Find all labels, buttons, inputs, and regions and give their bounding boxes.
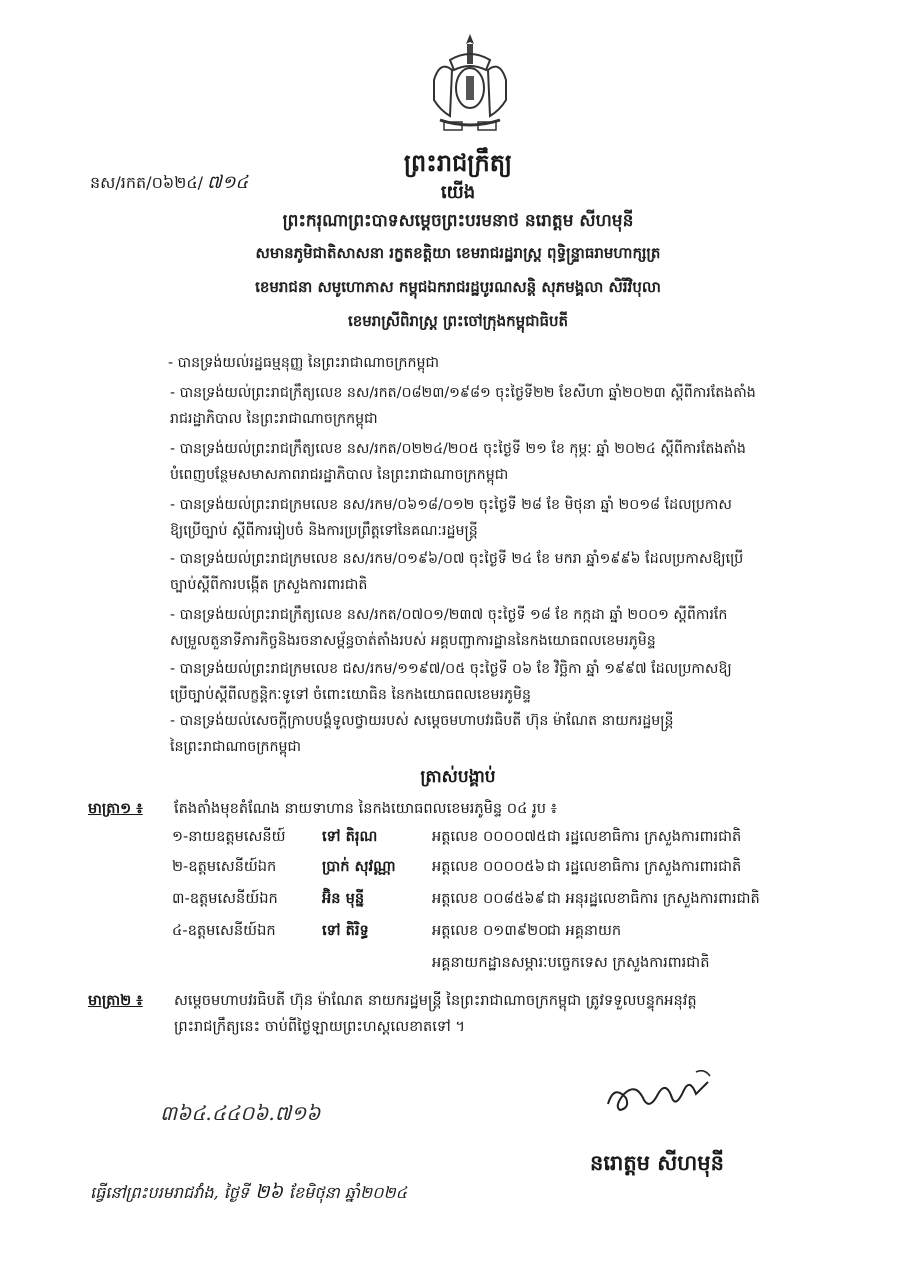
decree-subtitle: យើង (440, 182, 476, 203)
appointee-position: ជា អគ្គនាយក (547, 922, 622, 939)
king-title-line: ខេមរាជនា សមូហោភាស កម្ពុជឯករាជរដ្ឋបូរណសន្តិ សុភមង្គលា សិរីវិបុលា (255, 278, 661, 296)
king-title-line: ព្រះករុណាព្រះបាទសម្តេចព្រះបរមនាថ នរោត្តម សីហមុនី (282, 211, 634, 231)
king-title-line: សមានភូមិជាតិសាសនា រក្ខតខត្តិយា ខេមរាជរដ្ឋរាស្ត្រ ពុទ្ធិន្ទ្រាធរាមហាក្សត្រ (255, 244, 661, 262)
handwritten-registration-number: ៣៦៤.៤៤០៦.៧១៦ (160, 1101, 321, 1125)
visa-line: បំពេញបន្ថែមសមាសភាពរាជរដ្ឋាភិបាល នៃព្រះរាជាណាចក្រកម្ពុជា (170, 467, 509, 483)
royal-signature-icon (600, 1064, 720, 1124)
appointee-id: អត្តលេខ ០១៣៩២០ (432, 922, 549, 939)
appointee-rank: ៤-ឧត្តមសេនីយ៍ឯក (172, 922, 276, 939)
appointee-position: ជា រដ្ឋលេខាធិការ ក្រសួងការពារជាតិ (547, 858, 742, 875)
decree-title: ព្រះរាជក្រឹត្យ (403, 149, 513, 177)
visa-line: - បានទ្រង់យល់រដ្ឋធម្មនុញ្ញ នៃព្រះរាជាណាចក្រកម្ពុជា (168, 355, 440, 371)
visa-line: - បានទ្រង់យល់ព្រះរាជក្រឹត្យលេខ នស/រកត/០៧០១/២៣៧ ចុះថ្ងៃទី ១៨ ខែ កក្កដា ឆ្នាំ ២០០១ ស្តីពីការកែ (170, 607, 728, 623)
appointee-id: អត្តលេខ ០០០០៧៥ (432, 828, 547, 845)
ref-handwritten: ៧១៤ (207, 172, 249, 193)
date-day: ២៦ (255, 1181, 283, 1203)
appointee-name: ទៅ តិរុណ (322, 828, 378, 845)
article-2-line2: ព្រះរាជក្រឹត្យនេះ ចាប់ពីថ្ងៃឡាយព្រះហស្តលេខាតទៅ ។ (174, 1018, 466, 1035)
visa-line: - បានទ្រង់យល់ព្រះរាជក្រមលេខ នស/រកម/០១៩៦/០៧ ចុះថ្ងៃទី ២៤ ខែ មករា ឆ្នាំ១៩៩៦ ដែលប្រកាសឱ្យប្រើ (170, 551, 744, 567)
signer-name: នរោត្តម សីហមុនី (590, 1151, 724, 1175)
appointee-id: អត្តលេខ ០០០០៥៦ (432, 858, 545, 875)
visa-item (168, 492, 888, 544)
visa-line: សម្រួលតួនាទីភារកិច្ចនិងរចនាសម្ព័ន្ធចាត់តាំងរបស់ អគ្គបញ្ជាការដ្ឋាននៃកងយោធពលខេមរភូមិន្ទ (170, 633, 656, 649)
visa-item (168, 350, 888, 376)
visa-item (168, 436, 888, 488)
visa-line: ច្បាប់ស្តីពីការបង្កើត ក្រសួងការពារជាតិ (170, 577, 368, 593)
visa-line: រាជរដ្ឋាភិបាល នៃព្រះរាជាណាចក្រកម្ពុជា (170, 411, 378, 427)
section-title: ត្រាស់បង្គាប់ (420, 767, 496, 787)
royal-coat-of-arms-icon (420, 30, 520, 136)
visa-line: - បានទ្រង់យល់ព្រះរាជក្រមលេខ ជស/រកម/១១៩៧/០៥ ចុះថ្ងៃទី ០៦ ខែ វិច្ឆិកា ឆ្នាំ ១៩៩៧ ដែលប្រកាសឱ្យ (170, 661, 732, 677)
appointee-name: អ៊ិន មុន្នី (322, 890, 365, 907)
appointee-rank: ៣-ឧត្តមសេនីយ៍ឯក (172, 890, 278, 907)
visa-item (168, 656, 888, 708)
article-2-label: មាត្រា២ ៖ (88, 992, 143, 1009)
appointee-rank: ២-ឧត្តមសេនីយ៍ឯក (172, 858, 277, 875)
visa-line: - បានទ្រង់យល់ព្រះរាជក្រឹត្យលេខ នស/រកត/០៨២៣/១៩៨១ ចុះថ្ងៃទី២២ ខែសីហា ឆ្នាំ២០២៣ ស្តីពីការតែងតាំង (170, 385, 756, 401)
article-1-text: តែងតាំងមុខតំណែង នាយទាហាន នៃកងយោធពលខេមរភូមិន្ទ ០៤ រូប ៖ (174, 800, 558, 817)
appointee-rank: ១-នាយឧត្តមសេនីយ៍ (172, 828, 286, 845)
article-1-label: មាត្រា១ ៖ (88, 800, 143, 817)
article-1-heading (88, 796, 557, 822)
appointee-extra-line: អគ្គនាយកដ្ឋានសម្ភារៈបច្ចេកទេស ក្រសួងការពារជាតិ (432, 954, 710, 971)
article-2-line1: សម្តេចមហាបវរធិបតី ហ៊ុន ម៉ាណែត នាយករដ្ឋមន្ត្រី នៃព្រះរាជាណាចក្រកម្ពុជា ត្រូវទទួលបន្ទុកអនុវត្ត (174, 992, 697, 1009)
appointee-position: ជា រដ្ឋលេខាធិការ ក្រសួងការពារជាតិ (547, 828, 742, 845)
visa-item (168, 546, 888, 598)
visa-line: នៃព្រះរាជាណាចក្រកម្ពុជា (170, 739, 302, 755)
date-prefix: ធ្វើនៅព្រះបរមរាជវាំង, ថ្ងៃទី (90, 1183, 250, 1202)
appointee-position: ជា អនុរដ្ឋលេខាធិការ ក្រសួងការពារជាតិ (547, 890, 760, 907)
visa-item (168, 708, 888, 760)
visa-item (168, 380, 888, 432)
visa-line: ប្រើច្បាប់ស្តីពីលក្ខន្តិកៈទូទៅ ចំពោះយោធិន នៃកងយោធពលខេមរភូមិន្ទ (170, 687, 532, 703)
decree-date (90, 1180, 407, 1208)
appointee-name: ប្រាក់ សុវណ្ណា (322, 858, 396, 875)
visa-line: ឱ្យប្រើច្បាប់ ស្តីពីការរៀបចំ និងការប្រព្រឹត្តទៅនៃគណៈរដ្ឋមន្ត្រី (170, 523, 478, 539)
king-title-line: ខេមរាស្រីពិរាស្ត្រ ព្រះចៅក្រុងកម្ពុជាធិបតី (347, 312, 569, 330)
visa-line: - បានទ្រង់យល់សេចក្តីក្រាបបង្គំទូលថ្វាយរបស់ សម្តេចមហាបវរធិបតី ហ៊ុន ម៉ាណែត នាយករដ្ឋមន្ត្រី (170, 713, 674, 729)
date-suffix: ខែមិថុនា ឆ្នាំ២០២៤ (288, 1183, 407, 1202)
article-2 (88, 988, 888, 1040)
visa-line: - បានទ្រង់យល់ព្រះរាជក្រឹត្យលេខ នស/រកត/០២២៤/២០៥ ចុះថ្ងៃទី ២១ ខែ កុម្ភៈ ឆ្នាំ ២០២៤ ស្តីពីការតែងតាំង (170, 441, 746, 457)
ref-number: នស/រកត/០៦២៤/ (90, 173, 204, 192)
appointee-name: ទៅ តិរិទ្ធ (322, 922, 369, 939)
visa-line: - បានទ្រង់យល់ព្រះរាជក្រមលេខ នស/រកម/០៦១៨/០១២ ចុះថ្ងៃទី ២៨ ខែ មិថុនា ឆ្នាំ ២០១៨ ដែលប្រកាស (170, 497, 732, 513)
appointee-id: អត្តលេខ ០០៨៥៦៩ (432, 890, 545, 907)
visa-item (168, 602, 888, 654)
